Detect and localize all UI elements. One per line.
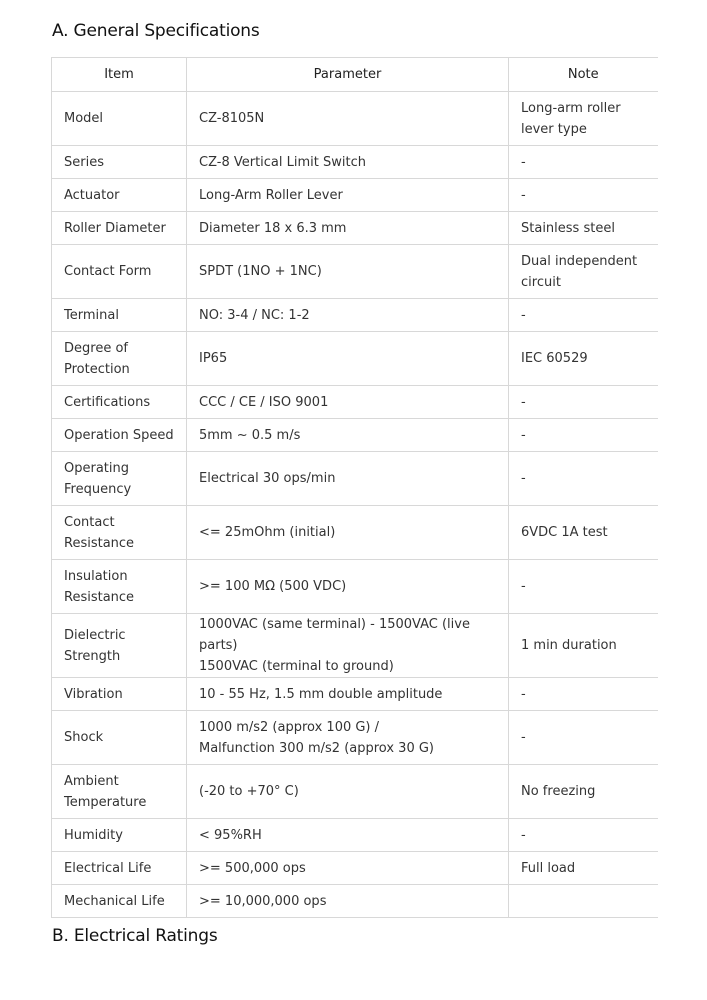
cell-parameter: Diameter 18 x 6.3 mm: [187, 212, 509, 245]
cell-note: Dual independent circuit: [509, 245, 658, 299]
cell-note: 6VDC 1A test: [509, 506, 658, 560]
cell-item: Electrical Life: [52, 852, 187, 885]
cell-parameter: Long-Arm Roller Lever: [187, 179, 509, 212]
cell-item: Actuator: [52, 179, 187, 212]
cell-item: Insulation Resistance: [52, 560, 187, 614]
table-row: [52, 560, 658, 614]
cell-parameter: >= 10,000,000 ops: [187, 885, 509, 918]
table-row: [52, 179, 658, 212]
cell-parameter: >= 100 MΩ (500 VDC): [187, 560, 509, 614]
table-row: [52, 819, 658, 852]
cell-note: -: [509, 419, 658, 452]
cell-note: No freezing: [509, 765, 658, 819]
cell-parameter: IP65: [187, 332, 509, 386]
cell-note: -: [509, 452, 658, 506]
cell-note: Stainless steel: [509, 212, 658, 245]
cell-item: Operating Frequency: [52, 452, 187, 506]
table-row: [52, 678, 658, 711]
cell-note: 1 min duration: [509, 614, 658, 678]
cell-parameter: < 95%RH: [187, 819, 509, 852]
cell-parameter: 5mm ~ 0.5 m/s: [187, 419, 509, 452]
cell-item: Contact Form: [52, 245, 187, 299]
cell-item: Dielectric Strength: [52, 614, 187, 678]
cell-item: Terminal: [52, 299, 187, 332]
cell-item: Contact Resistance: [52, 506, 187, 560]
table-row: [52, 452, 658, 506]
cell-item: Operation Speed: [52, 419, 187, 452]
cell-parameter: >= 500,000 ops: [187, 852, 509, 885]
table-row: [52, 245, 658, 299]
table-row: [52, 506, 658, 560]
section-title-general-specifications: A. General Specifications: [52, 21, 260, 41]
section-title-electrical-ratings: B. Electrical Ratings: [52, 926, 218, 946]
cell-item: Certifications: [52, 386, 187, 419]
table-body: [52, 92, 658, 918]
table-row: [52, 852, 658, 885]
cell-note: -: [509, 146, 658, 179]
cell-item: Humidity: [52, 819, 187, 852]
table-row: [52, 92, 658, 146]
cell-parameter: 10 - 55 Hz, 1.5 mm double amplitude: [187, 678, 509, 711]
cell-parameter: CCC / CE / ISO 9001: [187, 386, 509, 419]
cell-note: IEC 60529: [509, 332, 658, 386]
cell-item: Degree of Protection: [52, 332, 187, 386]
cell-item: Mechanical Life: [52, 885, 187, 918]
cell-item: Model: [52, 92, 187, 146]
table-row: [52, 332, 658, 386]
column-header-item: Item: [52, 58, 187, 92]
column-header-parameter: Parameter: [187, 58, 509, 92]
cell-parameter: SPDT (1NO + 1NC): [187, 245, 509, 299]
cell-item: Series: [52, 146, 187, 179]
cell-note: -: [509, 711, 658, 765]
cell-parameter: 1000VAC (same terminal) - 1500VAC (live parts) 1500VAC (terminal to ground): [187, 614, 509, 678]
table-row: [52, 212, 658, 245]
table-header-row: [52, 58, 658, 92]
cell-parameter: CZ-8 Vertical Limit Switch: [187, 146, 509, 179]
cell-note: -: [509, 386, 658, 419]
cell-note: -: [509, 560, 658, 614]
cell-item: Shock: [52, 711, 187, 765]
table-row: [52, 386, 658, 419]
cell-note: [509, 885, 658, 918]
general-specifications-table: [51, 57, 658, 918]
table-row: [52, 885, 658, 918]
cell-item: Vibration: [52, 678, 187, 711]
cell-parameter: 1000 m/s2 (approx 100 G) / Malfunction 300 m/s2 (approx 30 G): [187, 711, 509, 765]
cell-note: -: [509, 819, 658, 852]
cell-parameter: NO: 3-4 / NC: 1-2: [187, 299, 509, 332]
table-row: [52, 765, 658, 819]
cell-item: Roller Diameter: [52, 212, 187, 245]
table-row: [52, 299, 658, 332]
table-row: [52, 419, 658, 452]
cell-parameter: CZ-8105N: [187, 92, 509, 146]
cell-note: -: [509, 678, 658, 711]
cell-note: -: [509, 299, 658, 332]
cell-item: Ambient Temperature: [52, 765, 187, 819]
cell-note: -: [509, 179, 658, 212]
cell-note: Full load: [509, 852, 658, 885]
cell-parameter: <= 25mOhm (initial): [187, 506, 509, 560]
column-header-note: Note: [509, 58, 658, 92]
cell-note: Long-arm roller lever type: [509, 92, 658, 146]
table-row: [52, 711, 658, 765]
table-row: [52, 614, 658, 678]
cell-parameter: Electrical 30 ops/min: [187, 452, 509, 506]
table-row: [52, 146, 658, 179]
cell-parameter: (-20 to +70° C): [187, 765, 509, 819]
